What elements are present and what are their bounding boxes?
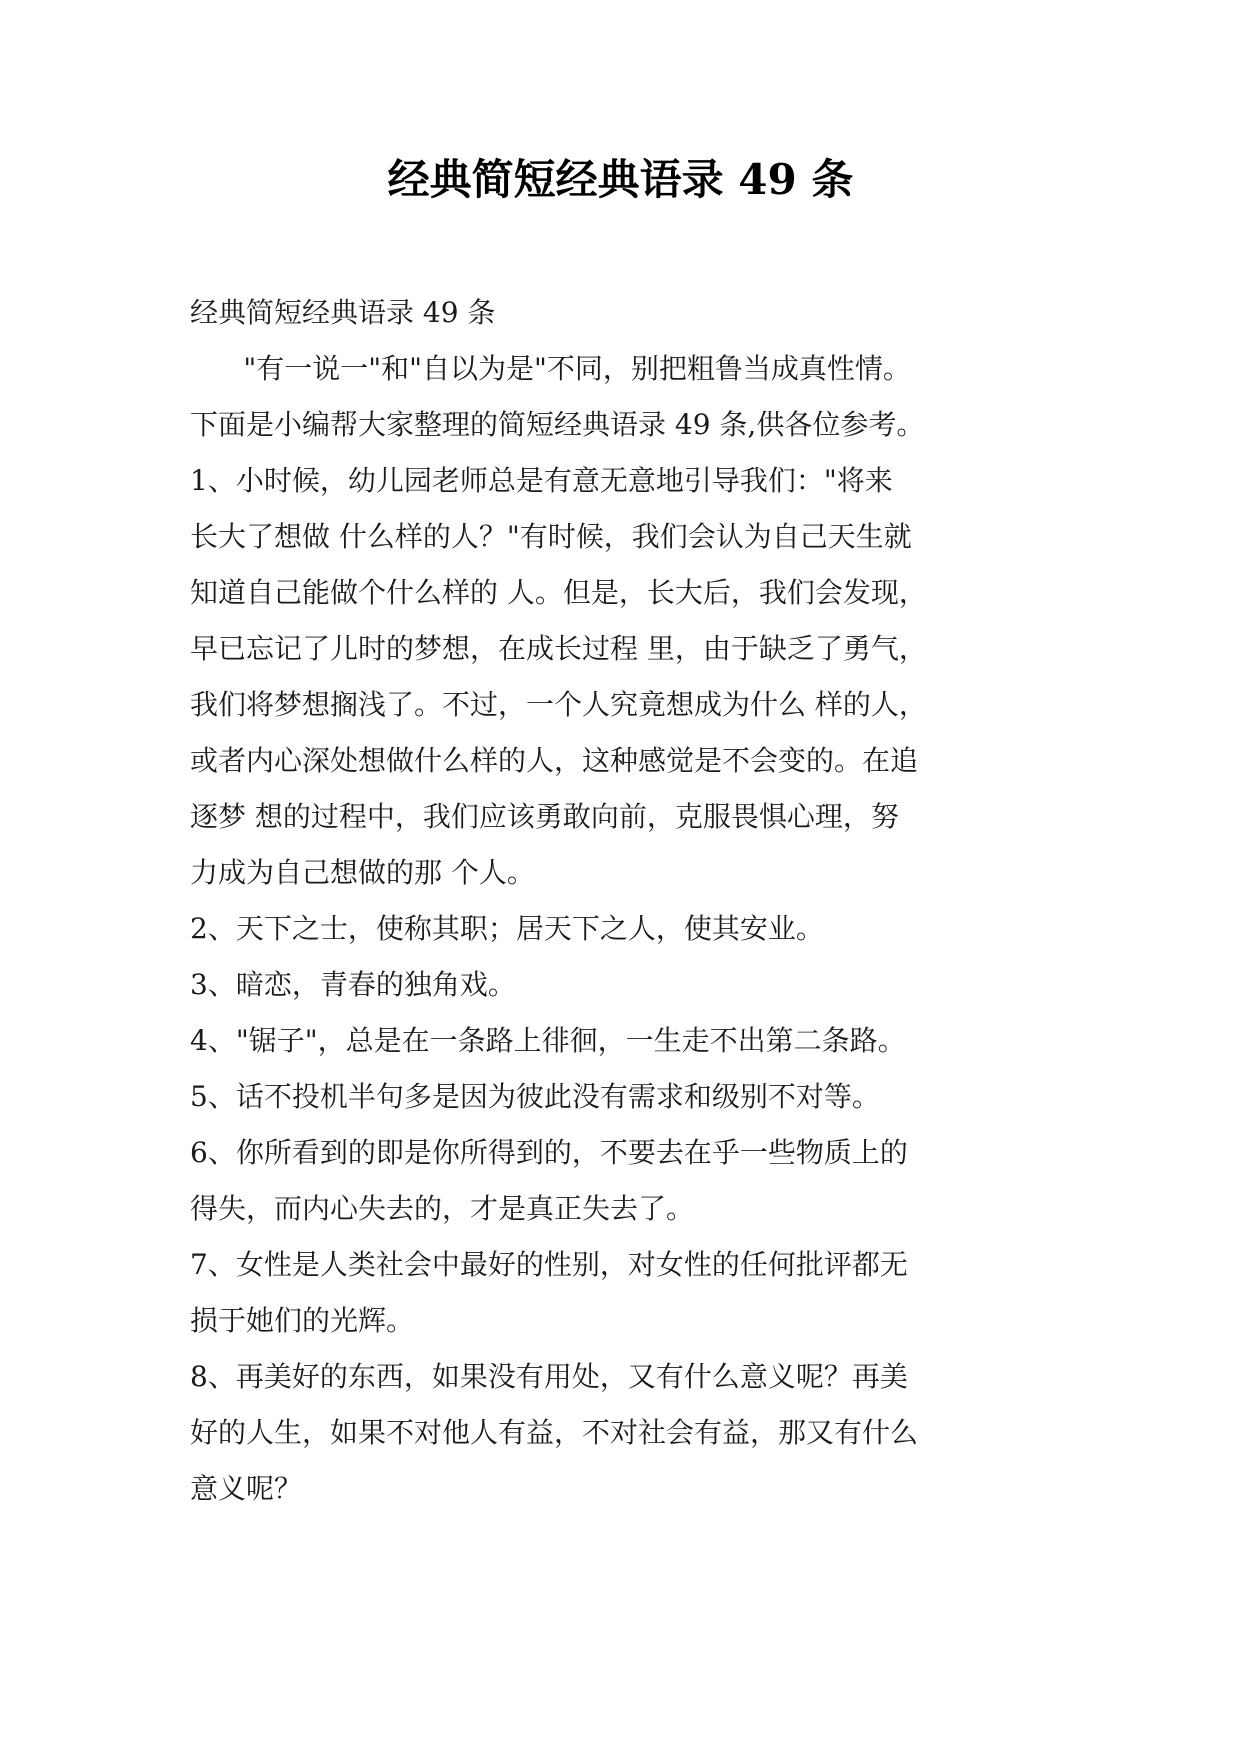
subtitle-line: 经典简短经典语录 49 条 <box>190 296 496 329</box>
quote-1-line: 早已忘记了儿时的梦想，在成长过程 里，由于缺乏了勇气， <box>190 632 927 665</box>
quote-1-line: 我们将梦想搁浅了。不过，一个人究竟想成为什么 样的人， <box>190 688 927 721</box>
quote-8-line: 意义呢？ <box>190 1472 303 1505</box>
document-title: 经典简短经典语录 49 条 <box>387 155 854 204</box>
quote-1-line: 长大了想做 什么样的人？"有时候，我们会认为自己天生就 <box>190 520 912 553</box>
quote-7-line: 7、女性是人类社会中最好的性别，对女性的任何批评都无 <box>190 1248 908 1281</box>
quote-6-line: 6、你所看到的即是你所得到的，不要去在乎一些物质上的 <box>190 1136 908 1169</box>
quote-1-line: 力成为自己想做的那 个人。 <box>190 856 535 889</box>
quote-8-line: 好的人生，如果不对他人有益，不对社会有益，那又有什么 <box>190 1416 919 1449</box>
quote-1-line: 逐梦 想的过程中，我们应该勇敢向前，克服畏惧心理，努 <box>190 800 899 833</box>
paragraph-line: "有一说一"和"自以为是"不同，别把粗鲁当成真性情。 <box>190 352 911 385</box>
quote-4-line: 4、"锯子"，总是在一条路上徘徊，一生走不出第二条路。 <box>190 1024 906 1057</box>
quote-7-line: 损于她们的光辉。 <box>190 1304 415 1337</box>
document-body <box>190 285 1070 1517</box>
quote-6-line: 得失，而内心失去的，才是真正失去了。 <box>190 1192 695 1225</box>
quote-8-line: 8、再美好的东西，如果没有用处，又有什么意义呢？再美 <box>190 1360 908 1393</box>
quote-2-line: 2、天下之士，使称其职；居天下之人，使其安业。 <box>190 912 824 945</box>
quote-1-line: 或者内心深处想做什么样的人，这种感觉是不会变的。在追 <box>190 744 919 777</box>
quote-5-line: 5、话不投机半句多是因为彼此没有需求和级别不对等。 <box>190 1080 880 1113</box>
quote-3-line: 3、暗恋，青春的独角戏。 <box>190 968 516 1001</box>
quote-1-line: 知道自己能做个什么样的 人。但是，长大后，我们会发现， <box>190 576 927 609</box>
paragraph-line: 下面是小编帮大家整理的简短经典语录 49 条,供各位参考。 <box>190 408 925 441</box>
quote-1-line: 1、小时候，幼儿园老师总是有意无意地引导我们："将来 <box>190 464 893 497</box>
